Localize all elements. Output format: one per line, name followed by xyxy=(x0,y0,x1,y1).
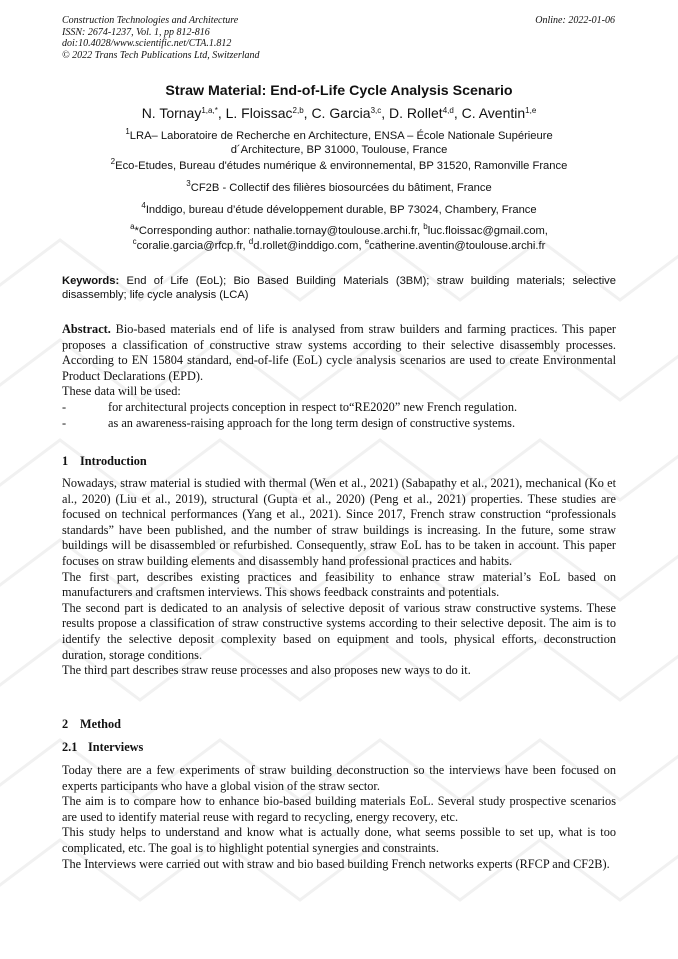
author-name: C. Aventin xyxy=(461,105,526,121)
keywords xyxy=(62,274,616,303)
paragraph: The third part describes straw reuse processes and also proposes new ways to do it. xyxy=(62,663,471,678)
paragraph: The aim is to compare how to enhance bio-based building materials EoL. Several study prospective scenarios are used to identify material reuse with regard to recycling, energy recovery, etc. xyxy=(62,794,616,824)
keywords-text: End of Life (EoL); Bio Based Building Materials (3BM); straw building materials; selective disassembly; life cycle analysis (LCA) xyxy=(62,275,616,302)
journal-name: Construction Technologies and Architecture xyxy=(62,15,239,26)
author-list: N. Tornay$^{1,a,*}$, L. Floissac$^{2,b}$, C. Garcia$^{3,c}$, D. Rollet$^{4,d}$, C. Aventin$^{1,e}$ xyxy=(141,105,537,121)
email-e[interactable]: catherine.aventin@toulouse.archi.fr xyxy=(369,240,546,252)
keywords-label: Keywords: xyxy=(62,275,120,287)
affiliation-2: $^2$Eco-Etudes, Bureau d'études numérique & environnemental, BP 31520, Ramonville France xyxy=(110,157,568,172)
paragraph: Nowadays, straw material is studied with thermal (Wen et al., 2021) (Sabapathy et al., 2021), mechanical (Ko et al., 2020) (Liu et al., 2019), structural (Gupta et al., 2020) (Peng et al., 2021) properties. These studies are focused on technical performances (Yang et al., 2021). Since 2017, French straw construction “professionals standards” have been published, and the number of straw buildings is increasing. In the future, some straw buildings will be disassembled or refurbished. Consequently, straw EoL has to be taken in account. This paper focuses on straw building elements and disassembly hand professional practices and habits. xyxy=(62,476,616,568)
author-sup: 1,e xyxy=(525,106,537,115)
interviews-body xyxy=(62,763,616,872)
introduction-body xyxy=(62,476,616,679)
journal-doi[interactable]: doi:10.4028/www.scientific.net/CTA.1.812 xyxy=(62,38,232,50)
affiliation-1: $^1$LRA– Laboratoire de Recherche en Architecture, ENSA – École Nationale Supérieure d´Architecture, BP 31000, Toulouse, France xyxy=(125,127,553,157)
paragraph: Today there are a few experiments of straw building deconstruction so the interviews have been focused on experts participants who have a global vision of the straw sector. xyxy=(62,763,616,793)
email-b[interactable]: luc.floissac@gmail.com, xyxy=(427,225,548,237)
section-heading-introduction: 1 Introduction xyxy=(62,454,147,468)
abstract-label: Abstract. xyxy=(62,322,111,336)
corresponding-emails: $^a$*Corresponding author: nathalie.tornay@toulouse.archi.fr, $^b$luc.floissac@gmail.com, $^c$coralie.garcia@rfcp.fr, $^d$d.rollet@inddigo.com, $^e$catherine.aventin@toulouse.archi.fr xyxy=(130,222,548,252)
paragraph: The second part is dedicated to an analysis of selective deposit of various straw constructive systems. These results propose a classification of straw constructive systems according to their selective deposit. The aim is to identify the selective deposit complexity based on equipment and tools, physical efforts, deconstruction duration, storage conditions. xyxy=(62,600,616,662)
online-date: Online: 2022-01-06 xyxy=(535,15,615,26)
list-item: - as an awareness-raising approach for the long term design of constructive systems. xyxy=(62,415,516,430)
email-d[interactable]: d.rollet@inddigo.com, xyxy=(253,240,365,252)
author-name: C. Garcia xyxy=(311,105,371,121)
abstract-intro: These data will be used: xyxy=(62,384,181,399)
affiliation-3: $^3$CF2B - Collectif des filières biosourcées du bâtiment, France xyxy=(186,179,492,194)
list-item: - for architectural projects conception in respect to“RE2020” new French regulation. xyxy=(62,399,518,414)
affiliation-4: $^4$Inddigo, bureau d’étude développement durable, BP 73024, Chambery, France xyxy=(141,201,537,216)
abstract xyxy=(62,322,616,431)
email-a[interactable]: *Corresponding author: nathalie.tornay@toulouse.archi.fr, xyxy=(134,225,424,237)
author-sup: 4,d xyxy=(442,106,454,115)
author-sup: 3,c xyxy=(370,106,382,115)
paragraph: The first part, describes existing practices and feasibility to enhance straw material’s EoL based on manufacturers and craftsmen interviews. This shows feedback constraints and potentials. xyxy=(62,569,616,600)
subsection-heading-interviews: 2.1 Interviews xyxy=(62,740,144,754)
journal-issn: ISSN: 2674-1237, Vol. 1, pp 812-816 xyxy=(62,26,210,38)
author-name: D. Rollet xyxy=(389,105,443,121)
journal-copyright: © 2022 Trans Tech Publications Ltd, Switzerland xyxy=(62,49,260,61)
author-name: N. Tornay xyxy=(141,105,202,121)
abstract-text: Bio-based materials end of life is analysed from straw builders and farming practices. This paper proposes a classification of constructive straw systems according to their selective disassembly processes. According to EN 15804 standard, end-of-life (EoL) cycle analysis scenarios are used to create Environmental Product Declarations (EPD). xyxy=(62,322,616,383)
email-c[interactable]: coralie.garcia@rfcp.fr, xyxy=(136,240,249,252)
section-heading-method: 2 Method xyxy=(62,717,121,731)
journal-header xyxy=(62,15,260,61)
author-sup: 2,b xyxy=(292,106,304,115)
paragraph: The Interviews were carried out with straw and bio based building French networks experts (RFCP and CF2B). xyxy=(62,856,610,871)
author-name: L. Floissac xyxy=(225,105,293,121)
paragraph: This study helps to understand and know what is actually done, what seems possible to set up, what is too complicated, etc. The goal is to highlight potential synergies and constraints. xyxy=(62,825,616,855)
author-sup: 1,a,* xyxy=(201,106,218,115)
paper-title: Straw Material: End-of-Life Cycle Analysis Scenario xyxy=(165,83,513,99)
